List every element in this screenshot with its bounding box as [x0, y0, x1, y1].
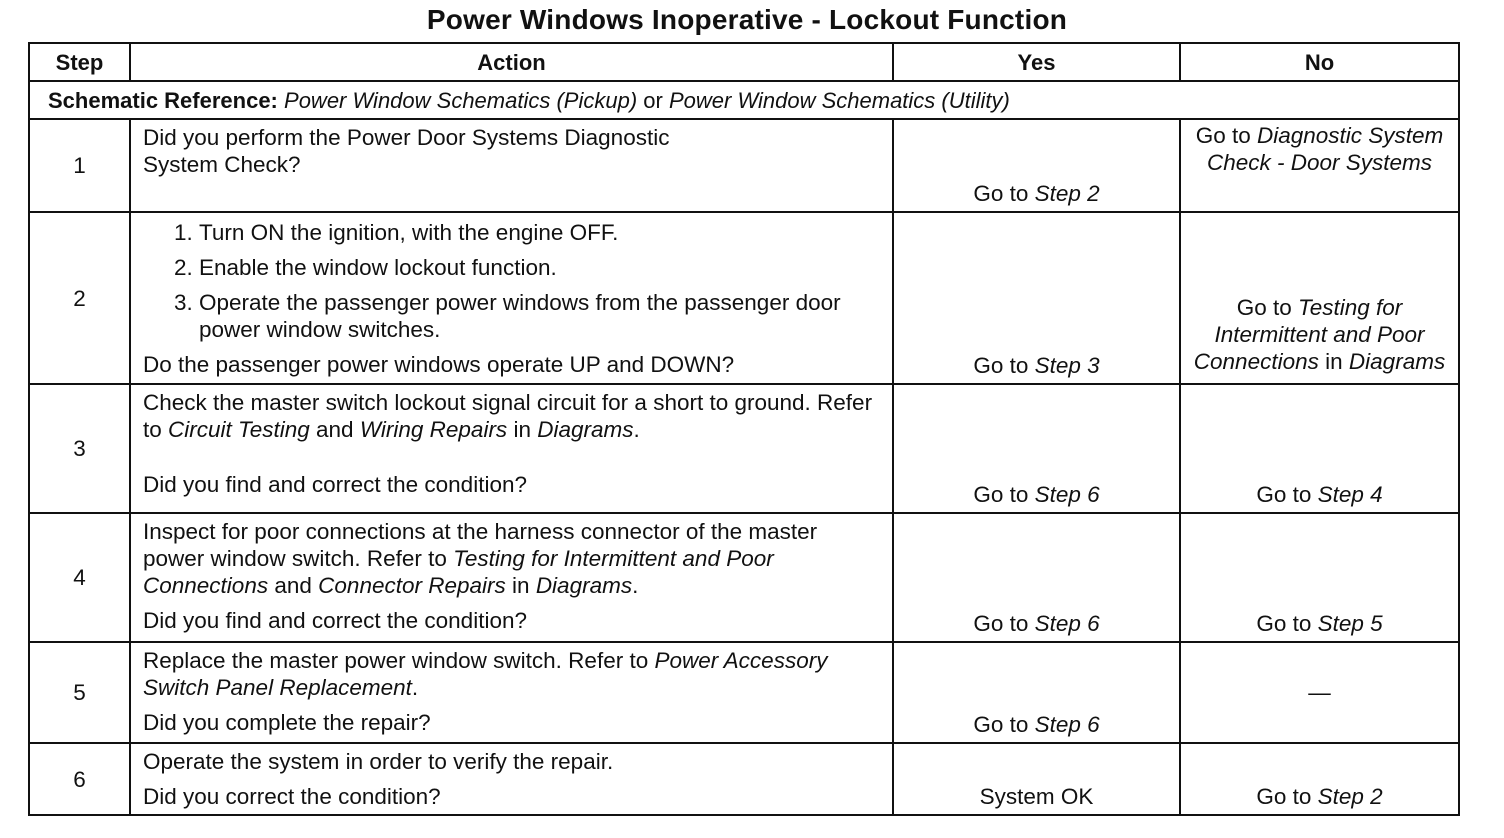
link-circuit-testing[interactable]: Circuit Testing [168, 417, 310, 442]
yes-cell [893, 119, 1180, 212]
yes-text: System OK [979, 784, 1094, 809]
schematic-label: Schematic Reference: [48, 87, 278, 113]
substep-item: 1. Turn ON the ignition, with the engine OFF. [199, 219, 882, 246]
schematic-or: or [643, 87, 663, 113]
yes-prefix: Go to [973, 181, 1029, 206]
schematic-link-pickup[interactable]: Power Window Schematics (Pickup) [284, 87, 638, 113]
conjunction: in [512, 573, 530, 598]
link-connector-repairs[interactable]: Connector Repairs [318, 573, 506, 598]
no-link-diagrams[interactable]: Diagrams [1348, 349, 1446, 374]
no-link[interactable]: Diagnostic System Check - Door Systems [1206, 123, 1444, 175]
no-prefix: Go to [1256, 784, 1312, 809]
action-cell [130, 513, 893, 642]
period: . [632, 573, 639, 598]
substep-item: 3. Operate the passenger power windows from the passenger door power window switches. [199, 289, 882, 343]
yes-cell [893, 513, 1180, 642]
table-row [29, 119, 1459, 212]
schematic-row [29, 81, 1459, 119]
header-row [29, 43, 1459, 81]
link-wiring-repairs[interactable]: Wiring Repairs [359, 417, 508, 442]
substep-list [143, 219, 882, 343]
link-switch-panel-replacement[interactable]: Power Accessory Switch Panel Replacement [143, 648, 828, 700]
table-row [29, 513, 1459, 642]
step-number: 4 [29, 513, 130, 642]
yes-link[interactable]: Step 6 [1034, 712, 1100, 737]
no-mid: in [1325, 349, 1343, 374]
conjunction: and [274, 573, 312, 598]
table-row [29, 642, 1459, 743]
period: . [411, 675, 419, 700]
yes-prefix: Go to [973, 611, 1029, 636]
step-number: 1 [29, 119, 130, 212]
link-diagrams[interactable]: Diagrams [535, 573, 633, 598]
yes-link[interactable]: Step 6 [1034, 611, 1100, 636]
step-number: 5 [29, 642, 130, 743]
action-question: Did you find and correct the condition? [143, 472, 527, 497]
header-step: Step [29, 43, 130, 81]
action-cell [130, 212, 893, 384]
table-row [29, 384, 1459, 513]
action-text [143, 518, 882, 599]
conjunction: and [316, 417, 354, 442]
yes-cell [893, 743, 1180, 815]
action-question: Did you find and correct the condition? [143, 608, 527, 633]
action-question: Did you perform the Power Door Systems Diagnostic System Check? [143, 125, 670, 177]
action-instruction: Inspect for poor connections at the harness connector of the master power window switch. Refer to [143, 519, 818, 571]
yes-cell [893, 384, 1180, 513]
schematic-link-utility[interactable]: Power Window Schematics (Utility) [668, 87, 1010, 113]
no-link[interactable]: Step 2 [1317, 784, 1383, 809]
no-prefix: Go to [1256, 611, 1312, 636]
yes-cell [893, 212, 1180, 384]
action-question: Did you complete the repair? [143, 710, 431, 735]
action-question: Do the passenger power windows operate UP and DOWN? [143, 352, 735, 377]
no-cell [1180, 212, 1459, 384]
no-cell [1180, 384, 1459, 513]
action-instruction: Replace the master power window switch. Refer to [143, 648, 649, 673]
step-number: 3 [29, 384, 130, 513]
table-row [29, 212, 1459, 384]
substep-item: 2. Enable the window lockout function. [199, 254, 882, 281]
action-question: Did you correct the condition? [143, 784, 441, 809]
no-cell [1180, 119, 1459, 212]
page-title: Power Windows Inoperative - Lockout Function [426, 4, 1068, 35]
conjunction: in [513, 417, 531, 442]
no-cell [1180, 743, 1459, 815]
yes-link[interactable]: Step 3 [1034, 353, 1100, 378]
header-yes: Yes [893, 43, 1180, 81]
no-cell [1180, 513, 1459, 642]
yes-prefix: Go to [973, 712, 1029, 737]
action-cell [130, 119, 893, 212]
link-testing-intermittent[interactable]: Testing for Intermittent and Poor Connections [143, 546, 774, 598]
no-cell [1180, 642, 1459, 743]
action-instruction: Operate the system in order to verify the repair. [143, 749, 614, 774]
action-instruction: Check the master switch lockout signal circuit for a short to ground. Refer to [143, 390, 873, 442]
no-link[interactable]: Step 5 [1317, 611, 1383, 636]
header-action: Action [130, 43, 893, 81]
action-cell [130, 743, 893, 815]
period: . [633, 417, 640, 442]
table-row [29, 743, 1459, 815]
link-diagrams[interactable]: Diagrams [537, 417, 634, 442]
no-prefix: Go to [1195, 123, 1251, 148]
no-prefix: Go to [1256, 482, 1312, 507]
action-cell [130, 642, 893, 743]
diagnostic-table [28, 42, 1460, 816]
no-link[interactable]: Testing for Intermittent and Poor Connections [1193, 295, 1425, 374]
action-text [143, 647, 882, 701]
step-number: 6 [29, 743, 130, 815]
yes-prefix: Go to [973, 482, 1029, 507]
yes-cell [893, 642, 1180, 743]
no-prefix: Go to [1236, 295, 1292, 320]
yes-link[interactable]: Step 6 [1034, 482, 1100, 507]
no-link[interactable]: Step 4 [1317, 482, 1383, 507]
header-no: No [1180, 43, 1459, 81]
yes-link[interactable]: Step 2 [1034, 181, 1100, 206]
step-number: 2 [29, 212, 130, 384]
action-text [143, 389, 882, 471]
no-dash: — [1308, 680, 1331, 705]
action-cell [130, 384, 893, 513]
yes-prefix: Go to [973, 353, 1029, 378]
schematic-reference [29, 81, 1459, 119]
